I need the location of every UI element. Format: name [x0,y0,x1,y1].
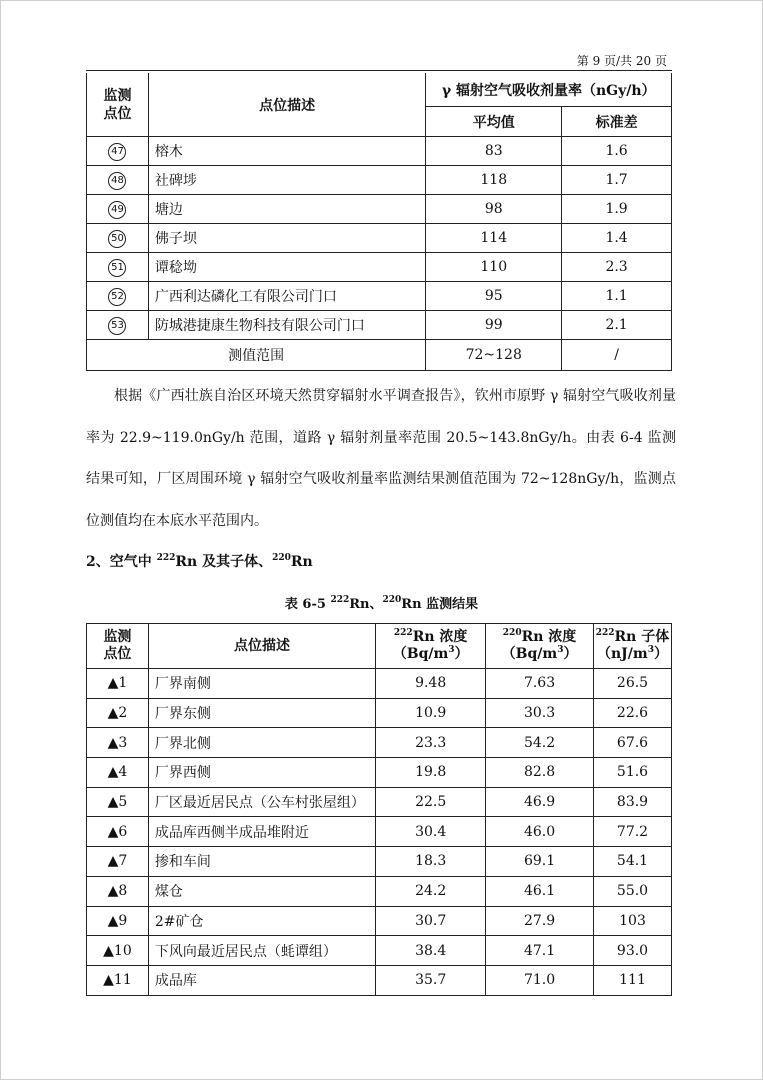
point-desc: 防城港捷康生物科技有限公司门口 [148,311,425,340]
std-value: 2.3 [562,253,672,282]
point-id: ▲11 [87,965,149,995]
progeny-value: 54.1 [593,847,671,877]
point-desc: 成品库西侧半成品堆附近 [148,817,375,847]
section-title: 2、空气中 $^{222}$Rn 及其子体、$^{220}$Rn [86,553,313,570]
table-row [87,669,672,699]
table-row [87,936,672,966]
rn222-value: 23.3 [376,728,486,758]
std-value: 1.1 [562,282,672,311]
point-desc: 厂界北侧 [148,728,375,758]
std-value: 1.4 [562,224,672,253]
rn220-value: 71.0 [486,965,594,995]
progeny-value: 26.5 [593,669,671,699]
point-desc: 厂区最近居民点（公车村张屋组） [148,787,375,817]
col-header-avg: 平均值 [426,107,562,137]
point-id: ▲1 [87,669,149,699]
table-row [87,758,672,788]
point-desc: 谭稔坳 [148,253,425,282]
table-row [87,847,672,877]
point-desc: 厂界东侧 [148,698,375,728]
table-row [87,137,672,166]
point-id: ▲9 [87,906,149,936]
rn222-value: 30.7 [376,906,486,936]
point-desc: 佛子坝 [148,224,425,253]
circled-number: 47 [108,143,126,161]
point-id [87,224,149,253]
rn220-value: 30.3 [486,698,594,728]
point-desc: 塘边 [148,195,425,224]
avg-value: 98 [426,195,562,224]
page-indicator: 第 9 页/共 20 页 [576,54,667,68]
point-id [87,282,149,311]
rn222-value: 19.8 [376,758,486,788]
table-row [87,876,672,906]
col-header-point: 监测 点位 [87,624,149,669]
col-header-desc: 点位描述 [148,624,375,669]
table-row [87,253,672,282]
table-row [87,224,672,253]
avg-value: 95 [426,282,562,311]
table-row [87,965,672,995]
table-row [87,195,672,224]
col-header-gamma: γ 辐射空气吸收剂量率（nGy/h） [426,73,672,107]
range-std: / [562,340,672,371]
progeny-value: 67.6 [593,728,671,758]
avg-value: 118 [426,166,562,195]
table-row [87,311,672,340]
point-id: ▲7 [87,847,149,877]
point-id [87,253,149,282]
col-header-progeny: $^{222}$Rn 子体 $(nJ/m^3)$ [593,624,671,669]
rn220-value: 69.1 [486,847,594,877]
rn222-value: 18.3 [376,847,486,877]
progeny-value: 93.0 [593,936,671,966]
rn222-value: 10.9 [376,698,486,728]
avg-value: 110 [426,253,562,282]
rn222-value: 24.2 [376,876,486,906]
rn220-value: 46.0 [486,817,594,847]
col-header-rn220: $^{220}$Rn 浓度 $(Bq/m^3)$ [486,624,594,669]
point-desc: 厂界西侧 [148,758,375,788]
std-value: 1.6 [562,137,672,166]
avg-value: 83 [426,137,562,166]
table-caption: 表 6-5 $^{222}$Rn、$^{220}$Rn 监测结果 [284,595,479,612]
std-value: 2.1 [562,311,672,340]
rn220-value: 82.8 [486,758,594,788]
table-row [87,906,672,936]
circled-number: 49 [108,201,126,219]
point-id: ▲10 [87,936,149,966]
point-desc: 下风向最近居民点（蚝谭组） [148,936,375,966]
circled-number: 53 [108,317,126,335]
header-rule [86,70,672,71]
point-desc: 榕木 [148,137,425,166]
radon-table [86,623,672,996]
circled-number: 51 [108,259,126,277]
point-id [87,166,149,195]
progeny-value: 22.6 [593,698,671,728]
col-header-point: 监测 点位 [87,73,149,137]
rn220-value: 47.1 [486,936,594,966]
point-id: ▲4 [87,758,149,788]
rn220-value: 27.9 [486,906,594,936]
range-value: 72~128 [426,340,562,371]
std-value: 1.9 [562,195,672,224]
col-header-desc: 点位描述 [148,73,425,137]
gamma-dose-table [86,73,672,371]
point-desc: 煤仓 [148,876,375,906]
rn222-value: 9.48 [376,669,486,699]
point-id: ▲2 [87,698,149,728]
point-desc: 广西利达磷化工有限公司门口 [148,282,425,311]
point-desc: 厂界南侧 [148,669,375,699]
table-row [87,728,672,758]
table-row [87,698,672,728]
point-id [87,311,149,340]
table-row [87,787,672,817]
table-row [87,282,672,311]
point-desc: 掺和车间 [148,847,375,877]
progeny-value: 55.0 [593,876,671,906]
point-desc: 成品库 [148,965,375,995]
progeny-value: 103 [593,906,671,936]
rn222-value: 30.4 [376,817,486,847]
std-value: 1.7 [562,166,672,195]
avg-value: 99 [426,311,562,340]
point-id [87,137,149,166]
progeny-value: 83.9 [593,787,671,817]
point-desc: 社碑埗 [148,166,425,195]
point-id: ▲3 [87,728,149,758]
circled-number: 52 [108,288,126,306]
col-header-rn222: $^{222}$Rn 浓度 $(Bq/m^3)$ [376,624,486,669]
progeny-value: 77.2 [593,817,671,847]
progeny-value: 111 [593,965,671,995]
rn222-value: 38.4 [376,936,486,966]
point-id: ▲6 [87,817,149,847]
range-label: 测值范围 [87,340,426,371]
rn220-value: 54.2 [486,728,594,758]
rn220-value: 46.1 [486,876,594,906]
table-row [87,166,672,195]
rn222-value: 35.7 [376,965,486,995]
body-paragraph: 根据《广西壮族自治区环境天然贯穿辐射水平调查报告》，钦州市原野 γ 辐射空气吸收剂量率为 22.9~119.0nGy/h 范围，道路 γ 辐射剂量率范围 20.5~143.8nGy/h。由表 6-4 监测结果可知，厂区周围环境 γ 辐射空气吸收剂量率监测结果测值范围为 72~128nGy/h，监测点位测值均在本底水平范围内。 [86,388,676,529]
progeny-value: 51.6 [593,758,671,788]
rn222-value: 22.5 [376,787,486,817]
col-header-std: 标准差 [562,107,672,137]
circled-number: 50 [108,230,126,248]
table-row [87,817,672,847]
avg-value: 114 [426,224,562,253]
point-desc: 2#矿仓 [148,906,375,936]
point-id [87,195,149,224]
rn220-value: 7.63 [486,669,594,699]
circled-number: 48 [108,172,126,190]
rn220-value: 46.9 [486,787,594,817]
point-id: ▲5 [87,787,149,817]
point-id: ▲8 [87,876,149,906]
